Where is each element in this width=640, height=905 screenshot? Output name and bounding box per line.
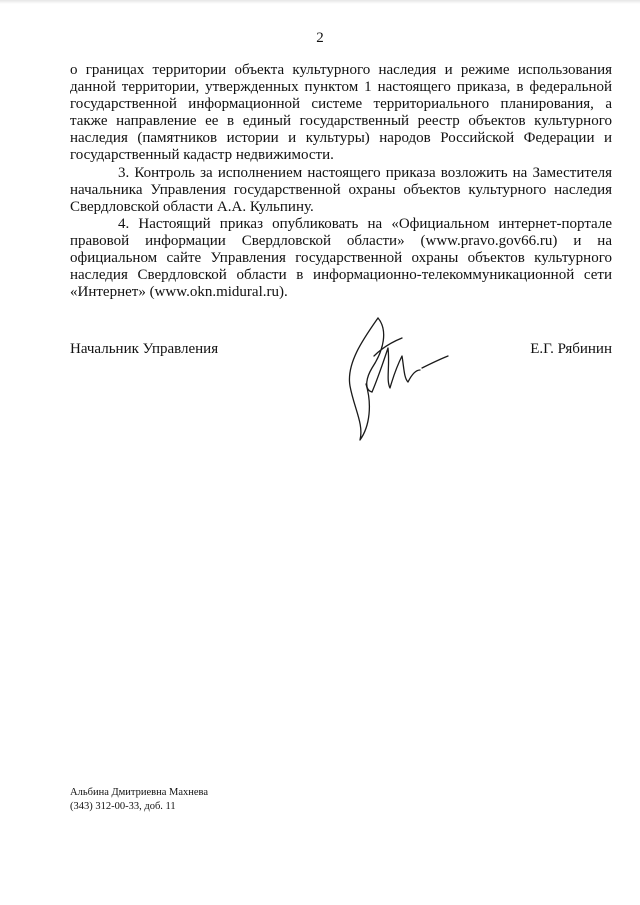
signatory-name: Е.Г. Рябинин — [530, 341, 612, 357]
scan-edge-shadow — [0, 0, 640, 4]
paragraph-continuation: о границах территории объекта культурного наследия и режиме использования данной территории, утвержденных пунктом 1 настоящего приказа, в федеральной государственной информационной системе территориального планирования, а также направление ее в единый государственный реестр объектов культурного наследия (памятников истории и культуры) народов Российской Федерации и государственный кадастр недвижимости. — [70, 62, 612, 164]
paragraph-item-4: 4. Настоящий приказ опубликовать на «Официальном интернет-портале правовой информации Свердловской области» (www.pravo.gov66.ru) и на официальном сайте Управления государственной охраны объектов культурного наследия Свердловской области в информационно-телекоммуникационной сети «Интернет» (www.okn.midural.ru). — [70, 215, 612, 301]
paragraph-item-3: 3. Контроль за исполнением настоящего приказа возложить на Заместителя начальника Управления государственной охраны объектов культурного наследия Свердловской области А.А. Кульпину. — [70, 164, 612, 215]
executor-phone: (343) 312-00-33, доб. 11 — [70, 800, 176, 812]
signatory-title: Начальник Управления — [70, 341, 219, 357]
executor-contact — [70, 786, 208, 813]
document-body — [70, 62, 612, 301]
page-number: 2 — [316, 30, 324, 46]
executor-name: Альбина Дмитриевна Махнева — [70, 787, 209, 798]
handwritten-signature — [326, 308, 456, 448]
